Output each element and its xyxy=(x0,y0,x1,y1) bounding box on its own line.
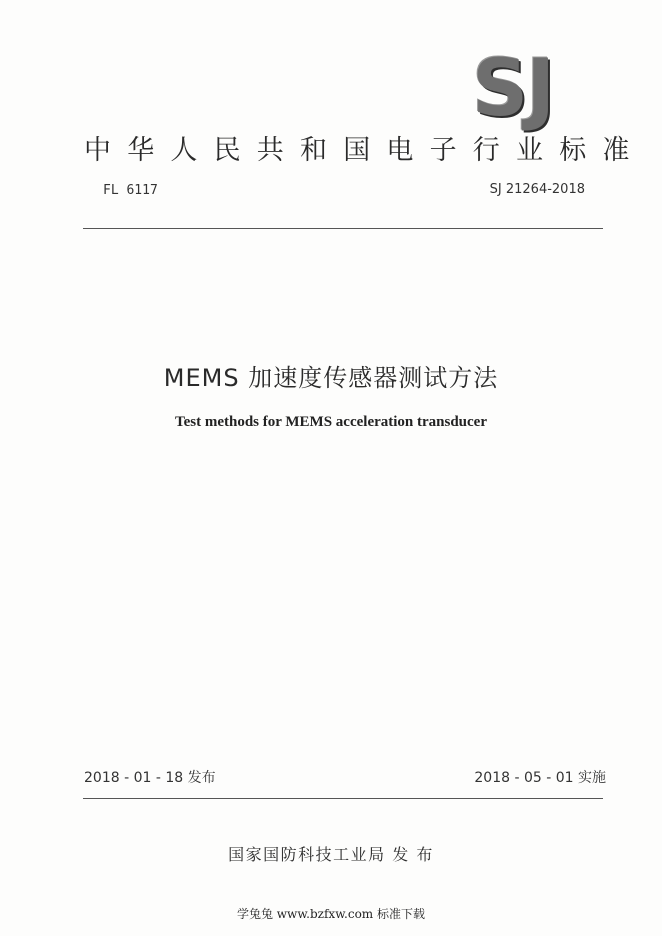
watermark-footer: 学兔兔 www.bzfxw.com 标准下载 xyxy=(236,907,426,921)
issue-date: 2018 - 01 - 18 发布 xyxy=(84,770,216,786)
top-divider xyxy=(83,228,603,229)
standard-category: 中华人民共和国电子行业标准 xyxy=(84,135,646,166)
standard-number: SJ 21264-2018 xyxy=(489,182,585,197)
implementation-date: 2018 - 05 - 01 实施 xyxy=(474,770,606,786)
bottom-divider xyxy=(83,798,603,799)
publisher: 国家国防科技工业局 发 布 xyxy=(228,845,434,864)
sj-logo xyxy=(472,44,576,134)
fl-code: FL 6117 xyxy=(103,183,158,198)
document-title-chinese: MEMS 加速度传感器测试方法 xyxy=(163,364,499,392)
document-title-english: Test methods for MEMS acceleration transducer xyxy=(174,414,488,430)
sj-logo-text: SJ xyxy=(472,44,554,134)
